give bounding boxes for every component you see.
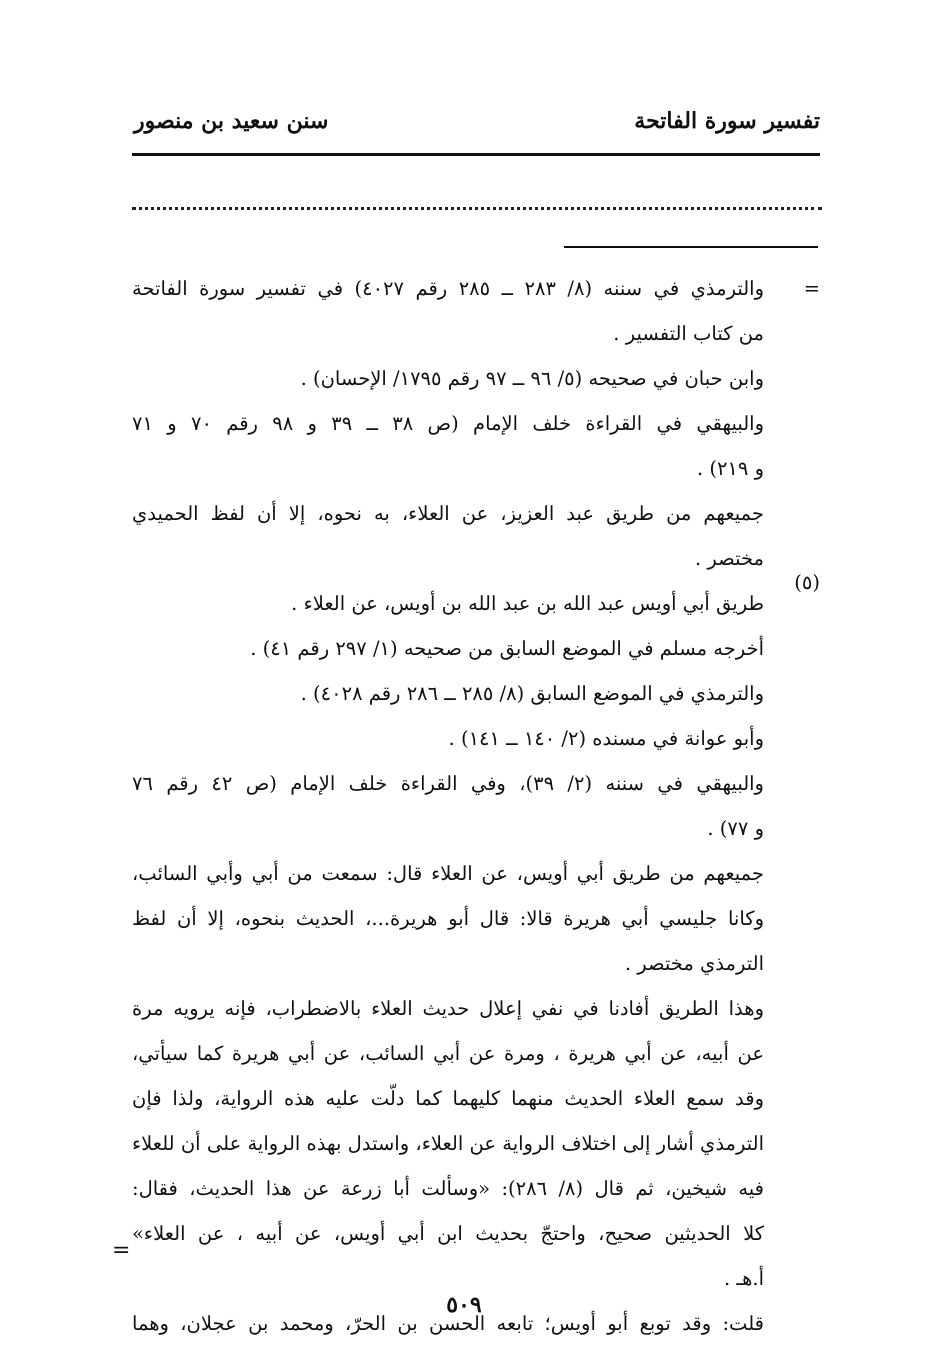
text-line: وكانا جليسي أبي هريرة قالا: قال أبو هريرة...، الحديث بنحوه، إلا أن لفظ	[132, 907, 764, 930]
text-line: فيه شيخين، ثم قال (٨/ ٢٨٦): «وسألت أبا زرعة عن هذا الحديث، فقال:	[132, 1177, 764, 1200]
text-line: أخرجه مسلم في الموضع السابق من صحيحه (١/ ٢٩٧ رقم ٤١) .	[250, 637, 764, 660]
text-line: الترمذي أشار إلى اختلاف الرواية عن العلاء، واستدل بهذه الرواية على أن للعلاء	[132, 1132, 764, 1155]
text-line: وأبو عوانة في مسنده (٢/ ١٤٠ ــ ١٤١) .	[448, 727, 764, 750]
text-line: وقد سمع العلاء الحديث منهما كليهما كما دلّت عليه هذه الرواية، ولذا فإن	[132, 1087, 764, 1110]
footnote-body	[132, 266, 764, 1346]
text-line: من كتاب التفسير .	[613, 322, 764, 345]
text-line: أ.هـ .	[723, 1267, 764, 1290]
footnote-rule	[564, 246, 818, 248]
continuation-marker: =	[803, 277, 820, 300]
text-line: و ٧٧) .	[707, 817, 764, 840]
text-line: والترمذي في الموضع السابق (٨/ ٢٨٥ ــ ٢٨٦ رقم ٤٠٢٨) .	[300, 682, 764, 705]
text-line: كلا الحديثين صحيح، واحتجّ بحديث ابن أبي أويس، عن أبيه ، عن العلاء»	[132, 1222, 764, 1245]
text-line: طريق أبي أويس عبد الله بن عبد الله بن أويس، عن العلاء .	[291, 592, 764, 615]
running-header	[128, 108, 820, 144]
text-line: جميعهم من طريق عبد العزيز، عن العلاء، به نحوه، إلا أن لفظ الحميدي	[132, 502, 764, 525]
text-line: والبيهقي في القراءة خلف الإمام (ص ٣٨ ــ ٣٩ و ٩٨ رقم ٧٠ و ٧١	[132, 412, 764, 435]
text-line: وابن حبان في صحيحه (٥/ ٩٦ ــ ٩٧ رقم ١٧٩٥/ الإحسان) .	[300, 367, 764, 390]
chapter-title: تفسير سورة الفاتحة	[634, 108, 820, 134]
text-line: الترمذي مختصر .	[624, 952, 764, 975]
text-line: والترمذي في سننه (٨/ ٢٨٣ ــ ٢٨٥ رقم ٤٠٢٧) في تفسير سورة الفاتحة	[132, 277, 764, 300]
text-line: جميعهم من طريق أبي أويس، عن العلاء قال: سمعت من أبي وأبي السائب،	[132, 862, 764, 885]
dotted-separator	[132, 207, 822, 210]
text-line: والبيهقي في سننه (٢/ ٣٩)، وفي القراءة خلف الإمام (ص ٤٢ رقم ٧٦	[132, 772, 764, 795]
text-line: و ٢١٩) .	[696, 457, 764, 480]
end-continuation-marker: =	[112, 1238, 131, 1263]
text-line: مختصر .	[695, 547, 764, 570]
text-line: قلت: وقد توبع أبو أويس؛ تابعه الحسن بن الحرّ، ومحمد بن عجلان، وهما	[132, 1312, 764, 1335]
header-rule	[132, 153, 820, 156]
footnote-number: (٥)	[794, 571, 820, 594]
text-line: وهذا الطريق أفادنا في نفي إعلال حديث العلاء بالاضطراب، فإنه يرويه مرة	[132, 997, 764, 1020]
book-title: سنن سعيد بن منصور	[134, 108, 329, 134]
page-number: ٥٠٩	[446, 1292, 482, 1318]
text-line: عن أبيه، عن أبي هريرة ، ومرة عن أبي السائب، عن أبي هريرة كما سيأتي،	[132, 1042, 764, 1065]
